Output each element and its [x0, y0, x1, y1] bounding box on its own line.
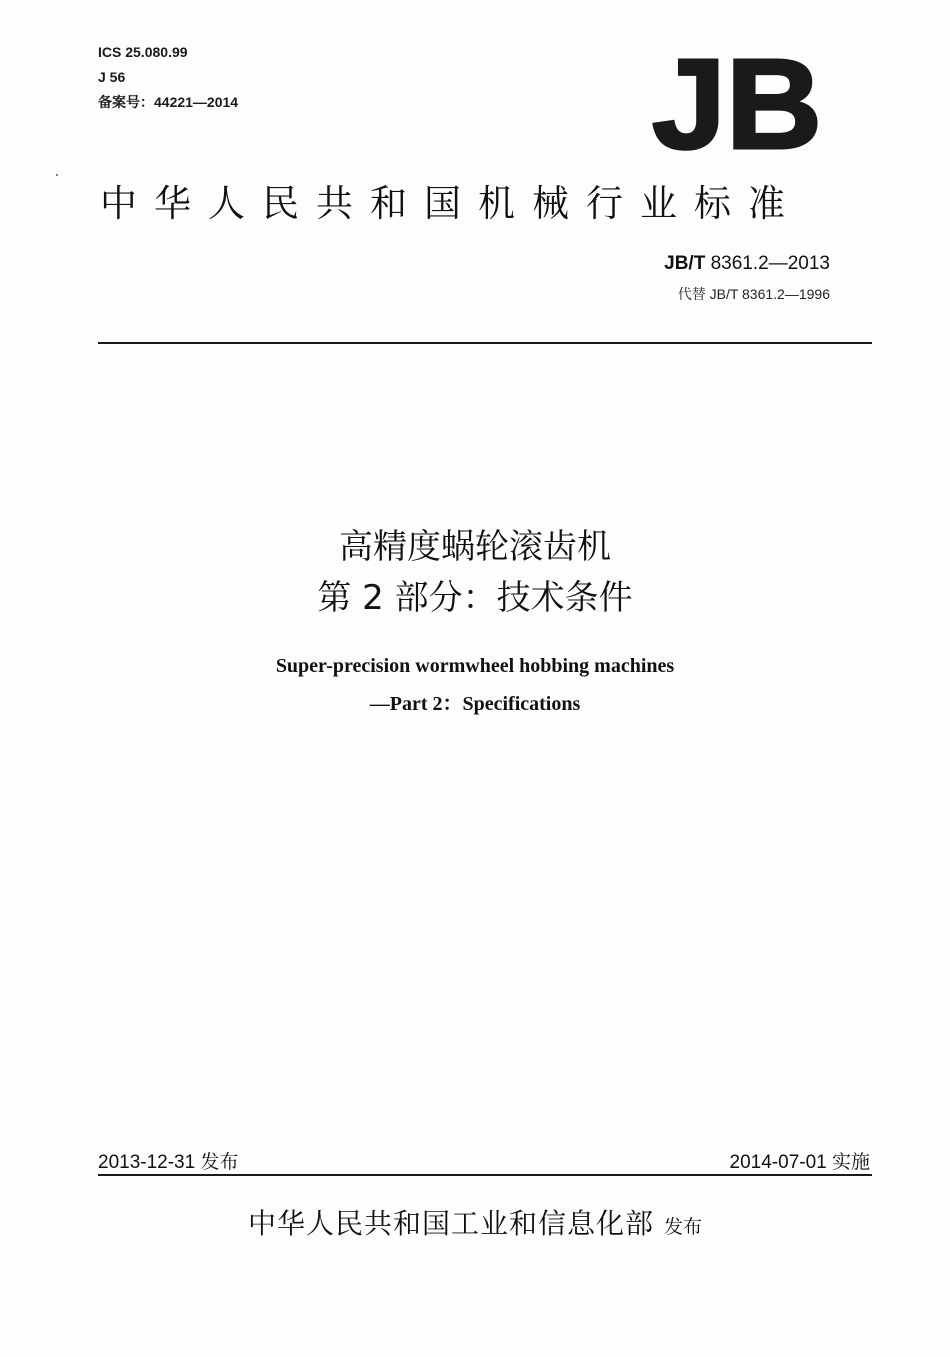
- header-divider: [98, 342, 872, 344]
- standard-prefix: JB/T: [664, 253, 706, 274]
- issue-date: 2013-12-31 发布: [98, 1152, 239, 1173]
- publisher-line: [0, 1202, 950, 1242]
- standard-category-title: 中华人民共和国机械行业标准: [100, 182, 802, 225]
- footer-divider: [98, 1174, 872, 1176]
- replaces-note: 代替 JB/T 8361.2—1996: [677, 286, 830, 302]
- title-cn-line-1: 高精度蜗轮滚齿机: [339, 527, 611, 567]
- ics-code: ICS 25.080.99: [98, 44, 188, 60]
- title-cn-line-2: 第 2 部分：技术条件: [317, 578, 633, 618]
- scan-speck: [56, 174, 58, 176]
- jb-logo: [650, 52, 825, 152]
- standard-number: [664, 253, 830, 275]
- publisher-name: 中华人民共和国工业和信息化部: [247, 1207, 654, 1240]
- title-en-line-2: —Part 2：Specifications: [369, 693, 581, 715]
- effective-date: 2014-07-01 实施: [729, 1152, 870, 1173]
- jb-logo-text: JB: [652, 52, 822, 152]
- record-number: 备案号：44221—2014: [98, 94, 239, 110]
- classification-block: [98, 40, 238, 115]
- publish-label: 发布: [664, 1216, 703, 1238]
- standard-code: 8361.2—2013: [705, 253, 830, 274]
- category-code: J 56: [98, 69, 126, 85]
- title-en-line-1: Super-precision wormwheel hobbing machines: [275, 655, 675, 677]
